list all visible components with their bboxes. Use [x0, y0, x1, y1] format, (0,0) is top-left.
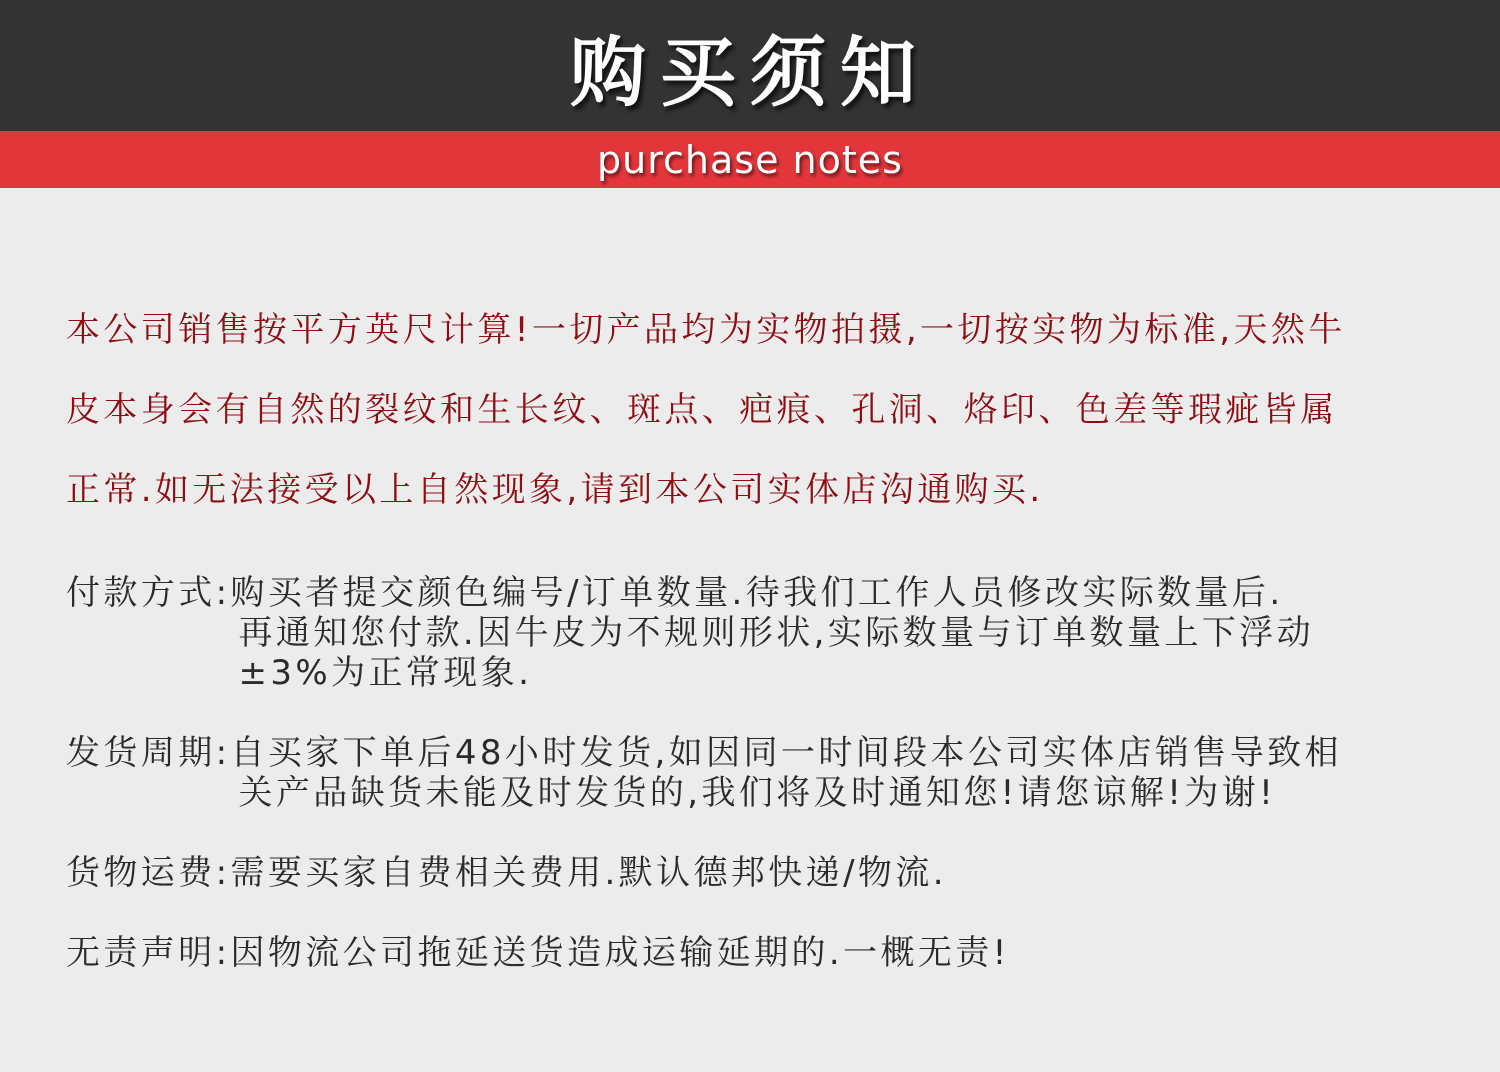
note-freight: [66, 853, 1466, 893]
note-payment: [66, 573, 1466, 693]
note-line: 自买家下单后48小时发货,如因同一时间段本公司实体店销售导致相: [230, 733, 1342, 773]
note-line: 购买者提交颜色编号/订单数量.待我们工作人员修改实际数量后.: [230, 573, 1284, 613]
note-line: ±3%为正常现象.: [238, 653, 533, 693]
note-body: [230, 853, 946, 893]
note-shipping-period: [66, 733, 1466, 813]
note-line: 再通知您付款.因牛皮为不规则形状,实际数量与订单数量上下浮动: [238, 613, 1315, 653]
page-title: 购买须知: [570, 28, 930, 117]
note-disclaimer: [66, 933, 1466, 973]
note-line: 需要买家自费相关费用.默认德邦快递/物流.: [230, 853, 947, 893]
note-label: 发货周期:: [66, 733, 231, 773]
notes-list: [66, 573, 1466, 973]
note-body: [230, 933, 1009, 973]
intro-paragraph: [66, 290, 1446, 530]
note-label: 货物运费:: [66, 853, 231, 893]
intro-line: 皮本身会有自然的裂纹和生长纹、斑点、疤痕、孔洞、烙印、色差等瑕疵皆属: [66, 390, 1338, 430]
intro-line: 本公司销售按平方英尺计算!一切产品均为实物拍摄,一切按实物为标准,天然牛: [66, 310, 1346, 350]
note-line: 关产品缺货未能及时发货的,我们将及时通知您!请您谅解!为谢!: [238, 773, 1277, 813]
note-body: [230, 573, 1314, 693]
title-banner: [0, 0, 1500, 131]
intro-line: 正常.如无法接受以上自然现象,请到本公司实体店沟通购买.: [66, 470, 1044, 510]
page-subtitle: purchase notes: [597, 137, 903, 182]
note-label: 无责声明:: [66, 933, 231, 973]
note-line: 因物流公司拖延送货造成运输延期的.一概无责!: [230, 933, 1010, 973]
note-body: [230, 733, 1341, 813]
note-label: 付款方式:: [66, 573, 231, 613]
subtitle-banner: [0, 131, 1500, 188]
